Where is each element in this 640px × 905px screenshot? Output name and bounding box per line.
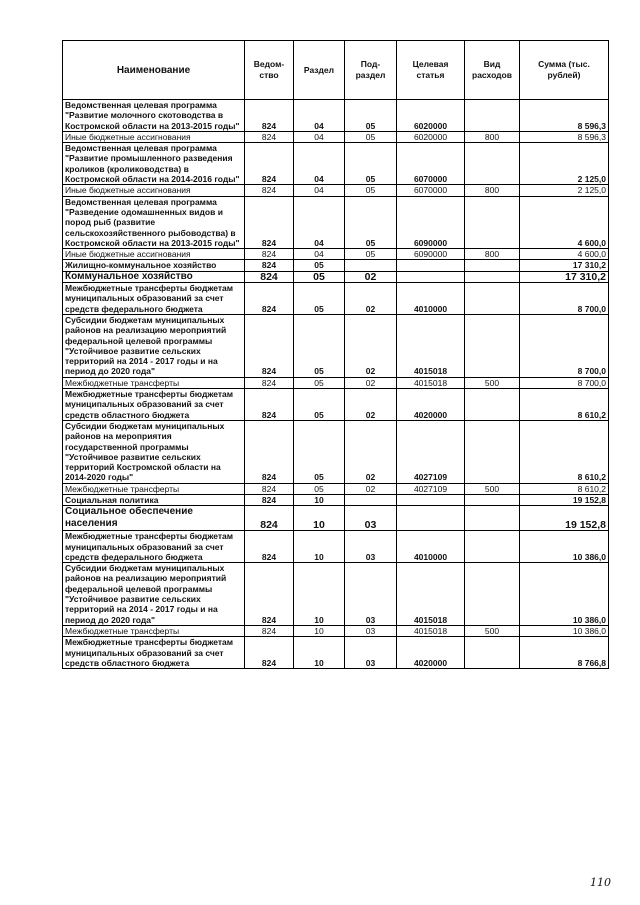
row-podrazdel: 02 bbox=[345, 377, 397, 388]
row-vid bbox=[465, 143, 520, 185]
row-vid bbox=[465, 271, 520, 282]
row-razdel: 05 bbox=[294, 314, 345, 377]
row-summa: 8 766,8 bbox=[520, 637, 609, 669]
row-podrazdel: 05 bbox=[345, 185, 397, 196]
row-razdel: 04 bbox=[294, 196, 345, 248]
row-razdel: 10 bbox=[294, 637, 345, 669]
row-razdel: 05 bbox=[294, 260, 345, 271]
row-cel: 6020000 bbox=[397, 131, 465, 142]
row-cel: 4015018 bbox=[397, 314, 465, 377]
table-row bbox=[63, 563, 609, 626]
row-podrazdel: 05 bbox=[345, 131, 397, 142]
row-razdel: 05 bbox=[294, 420, 345, 483]
row-vid: 800 bbox=[465, 249, 520, 260]
row-summa: 2 125,0 bbox=[520, 185, 609, 196]
row-summa: 4 600,0 bbox=[520, 196, 609, 248]
row-summa: 8 700,0 bbox=[520, 283, 609, 315]
row-summa: 2 125,0 bbox=[520, 143, 609, 185]
row-ved: 824 bbox=[245, 143, 294, 185]
table-row bbox=[63, 625, 609, 636]
row-razdel: 04 bbox=[294, 249, 345, 260]
table-row bbox=[63, 260, 609, 271]
table-row bbox=[63, 483, 609, 494]
header-cel: Целевая статья bbox=[397, 41, 465, 100]
row-razdel: 04 bbox=[294, 100, 345, 132]
row-razdel: 10 bbox=[294, 531, 345, 563]
table-row bbox=[63, 314, 609, 377]
row-cel: 4010000 bbox=[397, 531, 465, 563]
row-summa: 8 610,2 bbox=[520, 420, 609, 483]
row-cel bbox=[397, 506, 465, 531]
row-ved: 824 bbox=[245, 625, 294, 636]
row-cel: 4015018 bbox=[397, 625, 465, 636]
row-vid bbox=[465, 420, 520, 483]
row-cel: 4015018 bbox=[397, 377, 465, 388]
row-cel: 6020000 bbox=[397, 100, 465, 132]
row-razdel: 05 bbox=[294, 377, 345, 388]
table-row bbox=[63, 185, 609, 196]
row-summa: 10 386,0 bbox=[520, 563, 609, 626]
row-summa: 19 152,8 bbox=[520, 506, 609, 531]
row-name: Межбюджетные трансферты бюджетам муниципальных образований за счет средств федерального бюджета bbox=[63, 283, 245, 315]
row-vid: 500 bbox=[465, 377, 520, 388]
row-vid bbox=[465, 196, 520, 248]
row-summa: 8 596,3 bbox=[520, 100, 609, 132]
header-name: Наименование bbox=[63, 41, 245, 100]
row-name: Межбюджетные трансферты bbox=[63, 625, 245, 636]
table-row bbox=[63, 283, 609, 315]
row-ved: 824 bbox=[245, 377, 294, 388]
row-podrazdel: 05 bbox=[345, 249, 397, 260]
row-summa: 17 310,2 bbox=[520, 260, 609, 271]
row-ved: 824 bbox=[245, 483, 294, 494]
table-row bbox=[63, 271, 609, 282]
table-row bbox=[63, 377, 609, 388]
row-name: Социальная политика bbox=[63, 494, 245, 505]
table-row bbox=[63, 420, 609, 483]
row-name: Иные бюджетные ассигнования bbox=[63, 131, 245, 142]
row-podrazdel: 02 bbox=[345, 314, 397, 377]
row-vid bbox=[465, 637, 520, 669]
table-row bbox=[63, 494, 609, 505]
row-ved: 824 bbox=[245, 637, 294, 669]
row-ved: 824 bbox=[245, 531, 294, 563]
header-podrazdel: Под-раздел bbox=[345, 41, 397, 100]
row-ved: 824 bbox=[245, 563, 294, 626]
row-podrazdel: 02 bbox=[345, 283, 397, 315]
row-razdel: 05 bbox=[294, 389, 345, 421]
row-vid bbox=[465, 506, 520, 531]
row-summa: 10 386,0 bbox=[520, 531, 609, 563]
row-cel: 6070000 bbox=[397, 143, 465, 185]
row-name: Ведомственная целевая программа "Развитие молочного скотоводства в Костромской области на 2013-2015 годы" bbox=[63, 100, 245, 132]
table-row bbox=[63, 531, 609, 563]
row-razdel: 04 bbox=[294, 143, 345, 185]
budget-table bbox=[62, 40, 609, 669]
row-ved: 824 bbox=[245, 420, 294, 483]
row-cel: 4010000 bbox=[397, 283, 465, 315]
row-ved: 824 bbox=[245, 271, 294, 282]
row-ved: 824 bbox=[245, 131, 294, 142]
row-podrazdel: 02 bbox=[345, 389, 397, 421]
row-vid bbox=[465, 314, 520, 377]
table-row bbox=[63, 249, 609, 260]
row-name: Коммунальное хозяйство bbox=[63, 271, 245, 282]
row-ved: 824 bbox=[245, 196, 294, 248]
row-ved: 824 bbox=[245, 100, 294, 132]
row-podrazdel: 02 bbox=[345, 483, 397, 494]
row-vid bbox=[465, 260, 520, 271]
row-razdel: 04 bbox=[294, 185, 345, 196]
row-name: Социальное обеспечение населения bbox=[63, 506, 245, 531]
header-summa: Сумма (тыс. рублей) bbox=[520, 41, 609, 100]
table-header-row bbox=[63, 41, 609, 100]
row-podrazdel: 02 bbox=[345, 271, 397, 282]
page-number: 110 bbox=[590, 876, 611, 889]
table-row bbox=[63, 637, 609, 669]
row-summa: 8 700,0 bbox=[520, 314, 609, 377]
row-ved: 824 bbox=[245, 389, 294, 421]
row-cel bbox=[397, 494, 465, 505]
row-summa: 8 610,2 bbox=[520, 389, 609, 421]
row-cel: 6090000 bbox=[397, 196, 465, 248]
row-vid bbox=[465, 563, 520, 626]
row-summa: 8 610,2 bbox=[520, 483, 609, 494]
row-razdel: 04 bbox=[294, 131, 345, 142]
row-razdel: 05 bbox=[294, 283, 345, 315]
row-razdel: 10 bbox=[294, 494, 345, 505]
header-ved: Ведом-ство bbox=[245, 41, 294, 100]
row-vid: 800 bbox=[465, 185, 520, 196]
row-name: Межбюджетные трансферты бюджетам муниципальных образований за счет средств областного бюджета bbox=[63, 637, 245, 669]
row-name: Межбюджетные трансферты bbox=[63, 483, 245, 494]
row-razdel: 10 bbox=[294, 506, 345, 531]
row-ved: 824 bbox=[245, 506, 294, 531]
row-cel: 6090000 bbox=[397, 249, 465, 260]
row-cel: 4020000 bbox=[397, 389, 465, 421]
row-name: Ведомственная целевая программа "Развитие промышленного разведения кроликов (кролиководства) в Костромской области на 2014-2016 годы" bbox=[63, 143, 245, 185]
row-name: Межбюджетные трансферты бюджетам муниципальных образований за счет средств областного бюджета bbox=[63, 389, 245, 421]
row-vid: 500 bbox=[465, 483, 520, 494]
row-vid bbox=[465, 283, 520, 315]
row-razdel: 10 bbox=[294, 563, 345, 626]
row-vid: 500 bbox=[465, 625, 520, 636]
row-summa: 4 600,0 bbox=[520, 249, 609, 260]
table-row bbox=[63, 143, 609, 185]
row-name: Ведомственная целевая программа "Разведение одомашненных видов и пород рыб (развитие сельскохозяйственного рыбоводства) в Костромской области на 2013-2015 годы" bbox=[63, 196, 245, 248]
row-cel bbox=[397, 260, 465, 271]
row-vid bbox=[465, 494, 520, 505]
row-name: Жилищно-коммунальное хозяйство bbox=[63, 260, 245, 271]
row-podrazdel bbox=[345, 494, 397, 505]
row-cel: 6070000 bbox=[397, 185, 465, 196]
row-cel: 4020000 bbox=[397, 637, 465, 669]
row-ved: 824 bbox=[245, 249, 294, 260]
row-vid: 800 bbox=[465, 131, 520, 142]
header-razdel: Раздел bbox=[294, 41, 345, 100]
table-row bbox=[63, 196, 609, 248]
row-summa: 8 596,3 bbox=[520, 131, 609, 142]
table-row bbox=[63, 506, 609, 531]
row-podrazdel: 03 bbox=[345, 531, 397, 563]
row-podrazdel: 03 bbox=[345, 506, 397, 531]
row-ved: 824 bbox=[245, 283, 294, 315]
row-vid bbox=[465, 531, 520, 563]
row-summa: 19 152,8 bbox=[520, 494, 609, 505]
row-podrazdel: 05 bbox=[345, 143, 397, 185]
row-name: Иные бюджетные ассигнования bbox=[63, 249, 245, 260]
row-podrazdel: 03 bbox=[345, 563, 397, 626]
row-cel: 4015018 bbox=[397, 563, 465, 626]
table-row bbox=[63, 389, 609, 421]
row-vid bbox=[465, 389, 520, 421]
row-podrazdel: 03 bbox=[345, 625, 397, 636]
row-cel: 4027109 bbox=[397, 420, 465, 483]
row-cel: 4027109 bbox=[397, 483, 465, 494]
row-cel bbox=[397, 271, 465, 282]
row-podrazdel: 02 bbox=[345, 420, 397, 483]
row-podrazdel: 05 bbox=[345, 100, 397, 132]
row-vid bbox=[465, 100, 520, 132]
row-summa: 8 700,0 bbox=[520, 377, 609, 388]
row-ved: 824 bbox=[245, 494, 294, 505]
row-ved: 824 bbox=[245, 185, 294, 196]
row-razdel: 10 bbox=[294, 625, 345, 636]
row-ved: 824 bbox=[245, 260, 294, 271]
row-podrazdel: 05 bbox=[345, 196, 397, 248]
header-vid: Вид расходов bbox=[465, 41, 520, 100]
row-name: Иные бюджетные ассигнования bbox=[63, 185, 245, 196]
row-name: Межбюджетные трансферты бюджетам муниципальных образований за счет средств федерального бюджета bbox=[63, 531, 245, 563]
row-name: Субсидии бюджетам муниципальных районов на мероприятия государственной программы "Устойчивое развитие сельских территорий Костромской области на 2014-2020 годы" bbox=[63, 420, 245, 483]
table-row bbox=[63, 100, 609, 132]
row-podrazdel: 03 bbox=[345, 637, 397, 669]
row-name: Субсидии бюджетам муниципальных районов на реализацию мероприятий федеральной целевой программы "Устойчивое развитие сельских территорий на 2014 - 2017 годы и на период до 2020 года" bbox=[63, 563, 245, 626]
row-name: Межбюджетные трансферты bbox=[63, 377, 245, 388]
row-podrazdel bbox=[345, 260, 397, 271]
row-razdel: 05 bbox=[294, 483, 345, 494]
row-summa: 10 386,0 bbox=[520, 625, 609, 636]
table-row bbox=[63, 131, 609, 142]
row-summa: 17 310,2 bbox=[520, 271, 609, 282]
row-ved: 824 bbox=[245, 314, 294, 377]
row-razdel: 05 bbox=[294, 271, 345, 282]
row-name: Субсидии бюджетам муниципальных районов на реализацию мероприятий федеральной целевой программы "Устойчивое развитие сельских территорий на 2014 - 2017 годы и на период до 2020 года" bbox=[63, 314, 245, 377]
